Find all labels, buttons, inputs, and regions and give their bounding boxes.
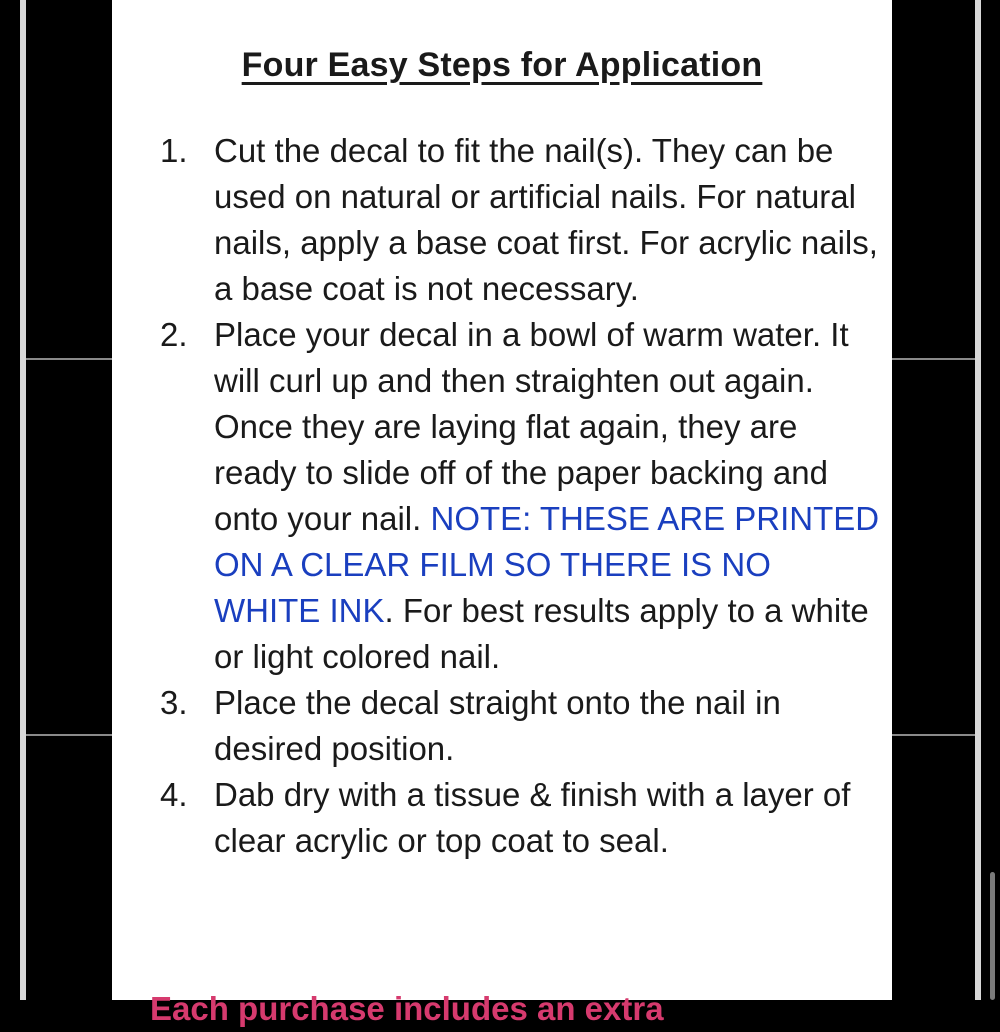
step-item: [160, 128, 880, 312]
step-text: Place your decal in a bowl of warm water. It will curl up and then straighten out again. Once they are laying flat again, they are ready to slide off of the paper backing and onto your nail.: [214, 316, 849, 537]
scrollbar-thumb[interactable]: [990, 872, 995, 1000]
step-text: Dab dry with a tissue & finish with a layer of clear acrylic or top coat to seal.: [214, 776, 851, 859]
step-item: [160, 680, 880, 772]
step-item: [160, 772, 880, 864]
cutoff-next-section: [150, 986, 770, 1027]
document-page[interactable]: [112, 0, 892, 1027]
document-title: Four Easy Steps for Application: [241, 46, 763, 84]
left-divider-line: [26, 358, 112, 360]
right-divider-line: [892, 358, 975, 360]
step-text: Cut the decal to fit the nail(s). They can be used on natural or artificial nails. For natural nails, apply a base coat first. For acrylic nails, a base coat is not necessary.: [214, 132, 878, 307]
right-divider-line: [892, 734, 975, 736]
step-text-after-note: . For best results apply to a white or light colored nail.: [214, 592, 869, 675]
left-edge-bar: [20, 0, 26, 1000]
step-item: [160, 312, 880, 680]
step-number: 3.: [160, 684, 188, 721]
step-number: 1.: [160, 132, 188, 169]
step-number: 2.: [160, 316, 188, 353]
step-note: NOTE: THESE ARE PRINTED ON A CLEAR FILM SO THERE IS NO WHITE INK: [214, 500, 880, 629]
left-divider-line: [26, 734, 112, 736]
right-edge-bar: [975, 0, 981, 1000]
cutoff-heading-text: Each purchase includes an extra: [150, 990, 664, 1027]
step-number: 4.: [160, 776, 188, 813]
step-text: Place the decal straight onto the nail in desired position.: [214, 684, 781, 767]
steps-list: [160, 128, 880, 864]
